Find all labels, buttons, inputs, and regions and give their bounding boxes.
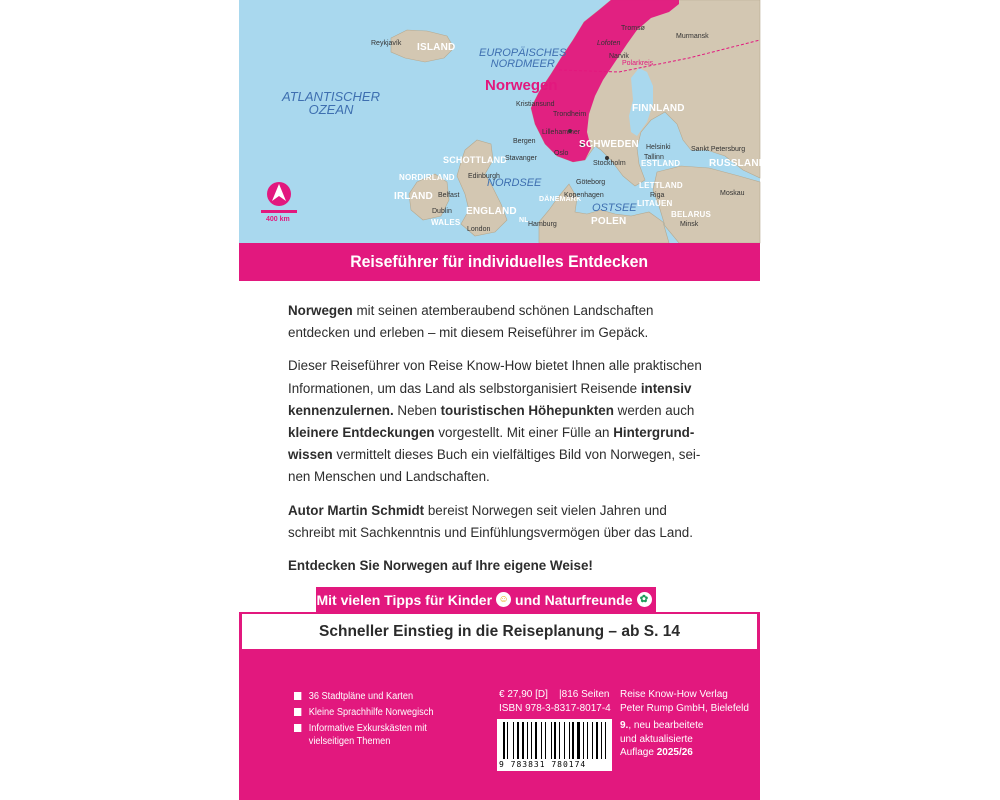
publisher-info xyxy=(620,688,749,716)
country-label-nl: NL xyxy=(519,217,529,224)
feature-item xyxy=(294,722,460,748)
bullet-square-icon xyxy=(294,708,301,716)
feature-text: Informative Exkurskästen mit vielseitigen Themen xyxy=(308,723,427,747)
country-label-england: ENGLAND xyxy=(466,206,517,217)
publisher-address: Peter Rump GmbH, Bielefeld xyxy=(620,703,749,714)
map-scale-label: 400 km xyxy=(266,216,290,223)
barcode-bar xyxy=(538,722,540,759)
sea-label-ostsee: OSTSEE xyxy=(592,202,637,214)
barcode-bar xyxy=(559,722,560,759)
barcode-bar xyxy=(547,722,549,759)
barcode-bar xyxy=(520,722,521,759)
tips-text-nature: und Naturfreunde xyxy=(515,591,633,608)
book-back-cover xyxy=(239,0,767,800)
quickstart-text: Schneller Einstieg in die Reiseplanung – ab S. 14 xyxy=(319,622,680,640)
sea-label-nordsee: NORDSEE xyxy=(487,177,542,189)
city-label-helsinki: Helsinki xyxy=(646,144,671,151)
city-label-tallinn: Tallinn xyxy=(644,154,664,161)
child-icon: ☺ xyxy=(496,592,511,607)
feature-item xyxy=(294,706,460,719)
city-label-dublin: Dublin xyxy=(432,208,452,215)
barcode-bar xyxy=(553,722,554,759)
sea-label-atlantic: ATLANTISCHER OZEAN xyxy=(282,89,380,117)
country-label-irland: IRLAND xyxy=(394,191,433,202)
city-label-murmansk: Murmansk xyxy=(676,33,709,40)
sea-label-nordmeer: EUROPÄISCHES NORDMEER xyxy=(479,47,567,70)
barcode-bar xyxy=(585,722,587,759)
barcode-bar xyxy=(545,722,547,759)
city-label-edinburgh: Edinburgh xyxy=(468,173,500,180)
city-label-lillehammer: Lillehammer xyxy=(542,129,581,136)
city-label-reykjavik: Reykjavík xyxy=(371,40,402,47)
country-highlight-norwegen: Norwegen xyxy=(485,77,558,94)
country-label-belarus: BELARUS xyxy=(671,210,712,219)
page-count: 816 Seiten xyxy=(561,689,610,700)
barcode-bar xyxy=(603,722,604,759)
description-paragraph: Entdecken Sie Norwegen auf Ihre eigene Weise! xyxy=(288,558,593,574)
feature-text: 36 Stadtpläne und Karten xyxy=(308,691,414,702)
barcode-bar xyxy=(575,722,577,759)
barcode-bar xyxy=(601,722,603,759)
country-label-estland: ESTLAND xyxy=(641,159,681,168)
barcode-bar xyxy=(506,722,507,759)
description-paragraph: Autor Martin Schmidt bereist Norwegen seit vielen Jahren und schreibt mit Sachkenntnis und Einfühlungsvermögen über das Land. xyxy=(288,502,693,540)
barcode-bar xyxy=(535,722,537,759)
bullet-square-icon xyxy=(294,724,301,732)
barcode-bar xyxy=(564,722,565,759)
country-label-schweden: SCHWEDEN xyxy=(579,139,639,150)
barcode-bar xyxy=(515,722,517,759)
barcode-bar xyxy=(541,722,542,759)
book-description xyxy=(288,300,716,588)
barcode-bar xyxy=(513,722,514,759)
barcode-bar xyxy=(517,722,519,759)
city-label-lofoten: Lofoten xyxy=(597,40,621,47)
country-label-finnland: FINNLAND xyxy=(632,103,685,114)
bullet-square-icon xyxy=(294,692,301,700)
country-label-daenemark: DÄNEMARK xyxy=(539,196,582,203)
barcode-bar xyxy=(543,722,544,759)
barcode-bar xyxy=(581,722,582,759)
city-label-belfast: Belfast xyxy=(438,192,460,199)
city-label-st-petersburg: Sankt Petersburg xyxy=(691,146,746,153)
tagline-text: Reiseführer für individuelles Entdecken xyxy=(350,252,649,271)
city-label-minsk: Minsk xyxy=(680,221,699,228)
city-label-hamburg: Hamburg xyxy=(528,221,557,228)
barcode-bar xyxy=(605,722,606,759)
barcode-bar xyxy=(522,722,524,759)
country-label-russland: RUSSLAND xyxy=(709,158,767,169)
barcode-bar xyxy=(561,722,563,759)
barcode-bar xyxy=(507,722,508,759)
barcode-bar xyxy=(596,722,598,759)
polar-circle-label: Polarkreis xyxy=(622,60,654,67)
publisher-name: Reise Know-How Verlag xyxy=(620,689,728,700)
feature-item xyxy=(294,690,460,703)
city-label-goteborg: Göteborg xyxy=(576,179,606,186)
description-paragraph: Norwegen mit seinen atemberaubend schönen Landschaften entdecken und erleben – mit diesem Reiseführer im Gepäck. xyxy=(288,303,654,341)
isbn: ISBN 978-3-8317-8017-4 xyxy=(499,703,611,714)
tips-text-kids: Mit vielen Tipps für Kinder xyxy=(316,591,493,608)
edition-text-1: , neu bearbeitete xyxy=(628,720,704,731)
country-label-polen: POLEN xyxy=(591,216,627,227)
barcode-bar xyxy=(525,722,526,759)
barcode-bar xyxy=(551,722,552,759)
barcode-bar xyxy=(531,722,532,759)
city-label-stockholm: Stockholm xyxy=(593,160,626,167)
price: € 27,90 [D] xyxy=(499,689,548,700)
edition-info xyxy=(620,719,703,760)
barcode-bar xyxy=(554,722,556,759)
edition-text-3: Auflage xyxy=(620,747,657,758)
city-label-tromso: Tromsø xyxy=(621,25,645,32)
feature-text: Kleine Sprachhilfe Norwegisch xyxy=(308,707,434,718)
edition-year: 2025/26 xyxy=(656,747,693,758)
country-label-litauen: LITAUEN xyxy=(637,199,673,208)
barcode-bar xyxy=(570,722,571,759)
barcode-bar xyxy=(587,722,588,759)
barcode-bar xyxy=(566,722,568,759)
city-label-bergen: Bergen xyxy=(513,138,536,145)
edition-text-2: und aktualisierte xyxy=(620,733,693,745)
isbn-barcode xyxy=(497,719,612,771)
barcode-bar xyxy=(589,722,591,759)
city-label-kristiansund: Kristiansund xyxy=(516,101,555,108)
description-paragraph: Dieser Reiseführer von Reise Know-How bietet Ihnen alle praktischen Informationen, um das Land als selbstorganisiert Reisende intensiv kennenzulernen. Neben touristischen Höhepunkten werden auch kleinere Entdeckungen vorgestellt. Mit einer Fülle an Hintergrundwissen vermittelt dieses Buch ein vielfältiges Bild von Norwegen, seinen Menschen und Landschaften. xyxy=(288,358,702,485)
country-label-nordirland: NORDIRLAND xyxy=(399,173,455,182)
city-label-oslo: Oslo xyxy=(554,150,569,157)
city-label-trondheim: Trondheim xyxy=(553,111,587,118)
barcode-bar xyxy=(599,722,600,759)
city-label-moskau: Moskau xyxy=(720,190,745,197)
country-label-schottland: SCHOTTLAND xyxy=(443,155,507,165)
barcode-bars xyxy=(503,722,607,759)
feature-list xyxy=(294,690,474,751)
city-label-london: London xyxy=(467,226,491,233)
barcode-bar xyxy=(509,722,511,759)
barcode-bar xyxy=(527,722,528,759)
tagline-banner xyxy=(239,243,760,281)
city-label-riga: Riga xyxy=(650,192,665,199)
barcode-bar xyxy=(577,722,579,759)
tips-badge xyxy=(316,587,656,612)
country-label-island: ISLAND xyxy=(417,42,456,53)
country-label-wales: WALES xyxy=(431,218,461,227)
price-info: € 27,90 [D] |816 Seiten ISBN 978-3-8317-8017-4 xyxy=(499,689,611,714)
leaf-icon: ✿ xyxy=(637,592,652,607)
city-label-narvik: Narvik xyxy=(609,53,629,60)
barcode-bar xyxy=(557,722,558,759)
barcode-bar xyxy=(583,722,584,759)
overview-map xyxy=(239,0,767,243)
barcode-bar xyxy=(594,722,595,759)
city-label-kopenhagen: Kopenhagen xyxy=(564,192,604,199)
barcode-digits: 9 783831 780174 xyxy=(499,760,587,769)
barcode-bar xyxy=(533,722,534,759)
barcode-bar xyxy=(529,722,531,759)
barcode-bar xyxy=(503,722,505,759)
country-label-lettland: LETTLAND xyxy=(639,181,683,190)
barcode-bar xyxy=(592,722,593,759)
barcode-bar xyxy=(572,722,574,759)
city-label-stavanger: Stavanger xyxy=(505,155,537,162)
quickstart-box xyxy=(242,614,757,649)
barcode-bar xyxy=(569,722,570,759)
edition-number: 9. xyxy=(620,720,629,731)
